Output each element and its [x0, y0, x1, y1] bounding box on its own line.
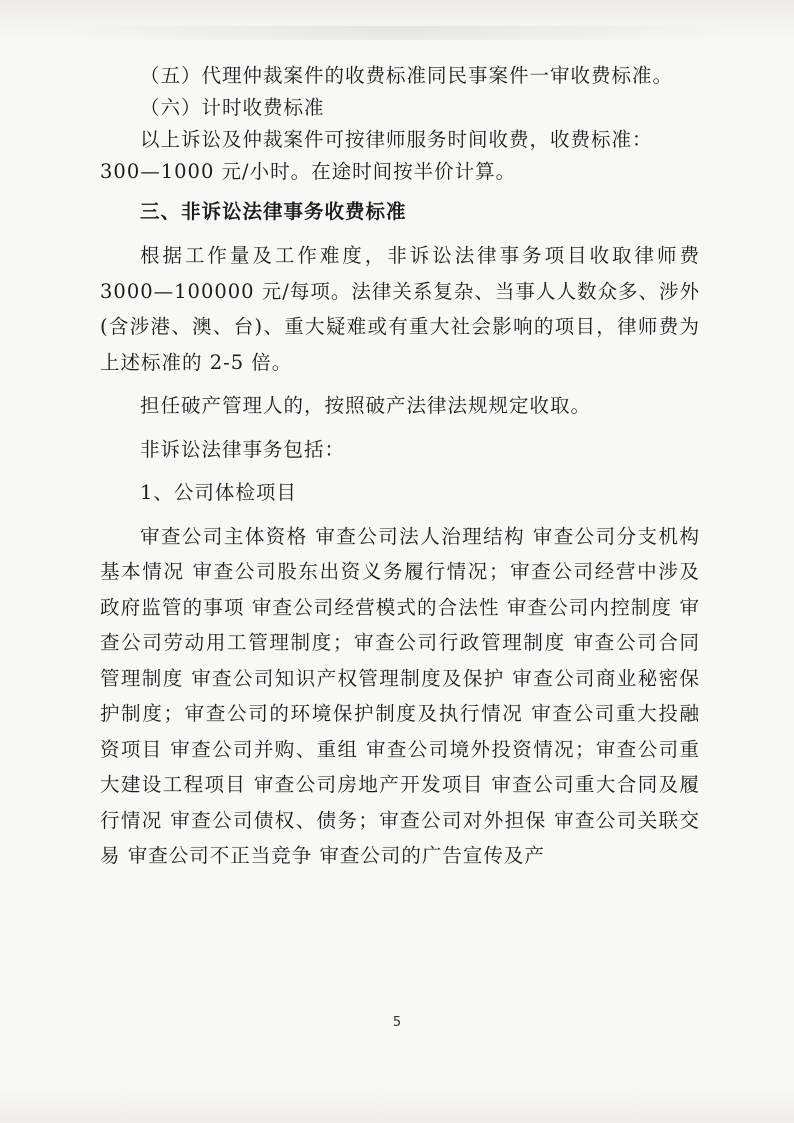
scan-artifact: [60, 26, 730, 40]
non-litigation-scope-intro: 非诉讼法律事务包括：: [140, 437, 346, 461]
section-3-heading: 三、非诉讼法律事务收费标准: [140, 200, 407, 223]
fee-item-6: （六）计时收费标准: [140, 96, 325, 119]
hourly-fee-line-1: 以上诉讼及仲裁案件可按律师服务时间收费，收费标准：: [140, 128, 653, 151]
item-1-body: 审查公司主体资格 审查公司法人治理结构 审查公司分支机构基本情况 审查公司股东出资义务履行情况；审查公司经营中涉及政府监管的事项 审查公司经营模式的合法性 审查公司内控制度 审查公司劳动用工管理制度；审查公司行政管理制度 审查公司合同管理制度 审查公司知识产权管理制度及保护 审查公司商业秘密保护制度；审查公司的环境保护制度及执行情况 审查公司重大投融资项目 审查公司并购、重组 审查公司境外投资情况；审查公司重大建设工程项目 审查公司房地产开发项目 审查公司重大合同及履行情况 审查公司债权、债务；审查公司对外担保 审查公司关联交易 审查公司不正当竞争 审查公司的广告宣传及产: [100, 524, 700, 867]
document-body: [100, 60, 700, 882]
hourly-fee-line-2: 300—1000 元/小时。在途时间按半价计算。: [100, 160, 517, 183]
page-number: 5: [392, 1015, 402, 1030]
bankruptcy-administrator-paragraph: 担任破产管理人的，按照破产法律法规规定收取。: [140, 394, 592, 417]
fee-item-5: （五）代理仲裁案件的收费标准同民事案件一审收费标准。: [140, 64, 674, 87]
hourly-fee-paragraph: [100, 124, 700, 188]
non-litigation-paragraph-1: 根据工作量及工作难度，非诉讼法律事务项目收取律师费 3000—100000 元/每项。法律关系复杂、当事人人数众多、涉外(含涉港、澳、台)、重大疑难或有重大社会影响的项目，律师费为上述标准的 2-5 倍。: [100, 244, 700, 374]
item-1-title: 1、公司体检项目: [140, 481, 297, 504]
